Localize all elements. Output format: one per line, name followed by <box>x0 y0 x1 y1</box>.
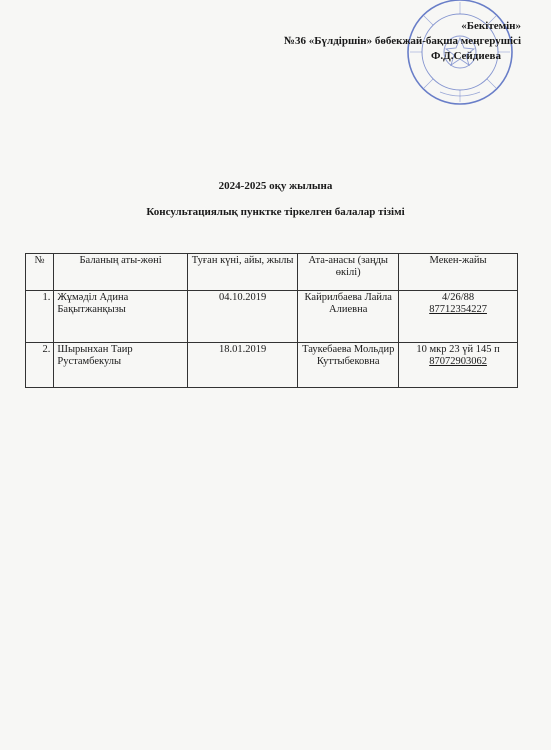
column-header-birth-date: Туған күні, айы, жылы <box>187 254 297 291</box>
address-text: 4/26/88 <box>442 292 475 303</box>
child-name: Шырынхан Таир Рустамбекулы <box>54 343 188 388</box>
document-year-title: 2024-2025 оқу жылына <box>218 180 333 192</box>
column-header-address: Мекен-жайы <box>399 254 518 291</box>
document-list-title: Консультациялық пунктке тіркелген балалар тізімі <box>146 206 405 218</box>
parent-name: Кайрилбаева Лайла Алиевна <box>298 291 399 343</box>
row-number: 1. <box>26 291 54 343</box>
approver-name: Ф.Д.Сейдиева <box>430 50 501 62</box>
address-text: 10 мкр 23 үй 145 п <box>416 344 500 355</box>
phone-number: 87712354227 <box>429 304 487 315</box>
child-name: Жұмәділ Адина Бақытжанқызы <box>54 291 188 343</box>
column-header-number: № <box>26 254 54 291</box>
children-registry-table <box>25 253 518 388</box>
parent-name: Таукебаева Мольдир Куттыбековна <box>298 343 399 388</box>
approver-organization: №36 «Бүлдіршін» бөбекжай-бақша меңгерушісі <box>283 35 521 47</box>
phone-number: 87072903062 <box>429 356 487 367</box>
address-cell <box>399 291 518 343</box>
column-header-parent: Ата-анасы (заңды өкілі) <box>298 254 399 291</box>
address-cell <box>399 343 518 388</box>
birth-date: 18.01.2019 <box>187 343 297 388</box>
approval-heading: «Бекітемін» <box>461 20 521 32</box>
column-header-child-name: Баланың аты-жөні <box>54 254 188 291</box>
row-number: 2. <box>26 343 54 388</box>
table-header-row <box>26 254 518 291</box>
table-row <box>26 291 518 343</box>
table-row <box>26 343 518 388</box>
birth-date: 04.10.2019 <box>187 291 297 343</box>
